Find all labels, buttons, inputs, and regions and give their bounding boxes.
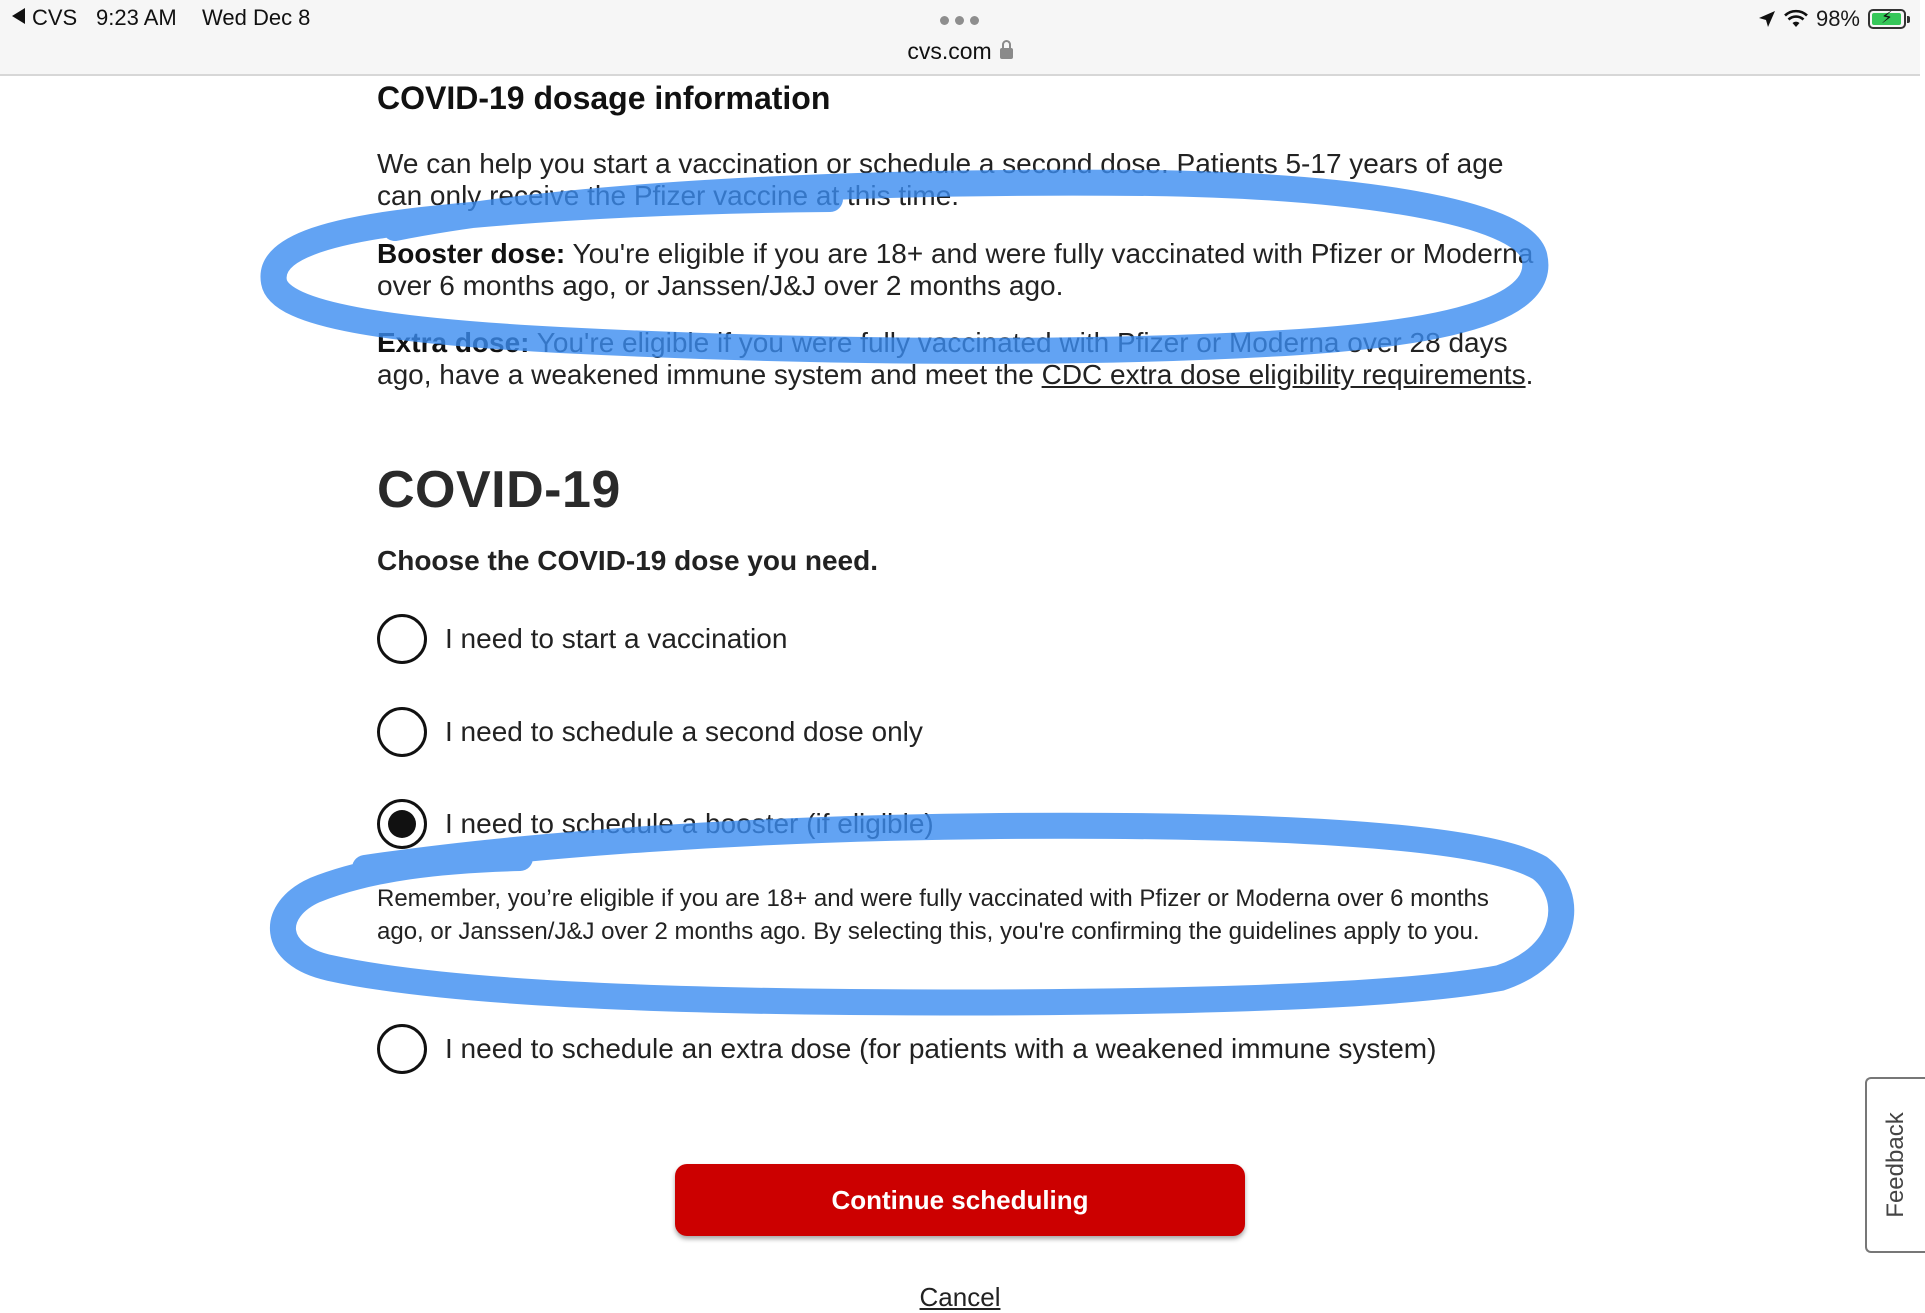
status-time: 9:23 AM [96,5,177,30]
radio-button[interactable] [377,614,427,664]
booster-dose-label: Booster dose: [377,238,566,269]
radio-button-selected[interactable] [377,799,427,849]
covid-section-title: COVID-19 [377,461,621,519]
dose-option-extra-dose[interactable] [377,1023,1436,1075]
booster-dose-info [377,238,1547,302]
option-label: I need to schedule an extra dose (for patients with a weakened immune system) [445,1033,1437,1064]
status-date: Wed Dec 8 [202,5,311,30]
radio-button[interactable] [377,707,427,757]
feedback-tab[interactable] [1865,1077,1925,1253]
dose-question-label: Choose the COVID-19 dose you need. [377,545,878,576]
extra-dose-end: . [1525,359,1534,390]
dosage-intro-text: We can help you start a vaccination or schedule a second dose. Patients 5-17 years of age can only receive the Pfizer vaccine at this time. [377,148,1504,211]
booster-dose-text: You're eligible if you are 18+ and were fully vaccinated with Pfizer or Moderna over 6 months ago, or Janssen/J&J over 2 months ago. [377,238,1534,301]
dosage-info-heading: COVID-19 dosage information [377,80,831,116]
battery-percent: 98% [1815,6,1860,31]
back-app-label: CVS [32,5,78,30]
extra-dose-text: You're eligible if you were fully vaccinated with Pfizer or Moderna over 28 days ago, have a weakened immune system and meet the [377,327,1508,390]
cancel-link[interactable]: Cancel [919,1282,1001,1312]
dose-option-second-dose[interactable] [377,706,923,758]
lock-icon [1000,48,1013,59]
battery-icon: ⚡ [1868,9,1906,29]
dose-option-start-vaccination[interactable] [377,613,787,665]
option-label: I need to schedule a second dose only [445,716,923,747]
wifi-icon [1784,10,1808,28]
more-dots-icon[interactable] [940,16,980,26]
back-arrow-icon [12,8,25,24]
status-bar [0,0,1920,76]
extra-dose-info [377,327,1547,391]
radio-button[interactable] [377,1024,427,1074]
continue-scheduling-button[interactable]: Continue scheduling [675,1164,1245,1236]
booster-reminder-text: Remember, you’re eligible if you are 18+ and were fully vaccinated with Pfizer or Moderna over 6 months ago, or Janssen/J&J over 2 months ago. By selecting this, you're confirming the guidelines apply to you. [377,885,1489,945]
cdc-eligibility-link[interactable]: CDC extra dose eligibility requirements [1041,359,1526,390]
option-label: I need to schedule a booster (if eligible) [445,808,934,839]
url-text: cvs.com [907,38,992,64]
back-to-app-button[interactable] [12,4,77,32]
extra-dose-label: Extra dose: [377,327,530,358]
location-arrow-icon [1758,10,1776,28]
dose-option-booster[interactable] [377,798,934,850]
feedback-label: Feedback [1882,1112,1909,1218]
option-label: I need to start a vaccination [445,623,788,654]
url-bar[interactable] [0,38,1920,65]
status-indicators [1758,4,1906,34]
